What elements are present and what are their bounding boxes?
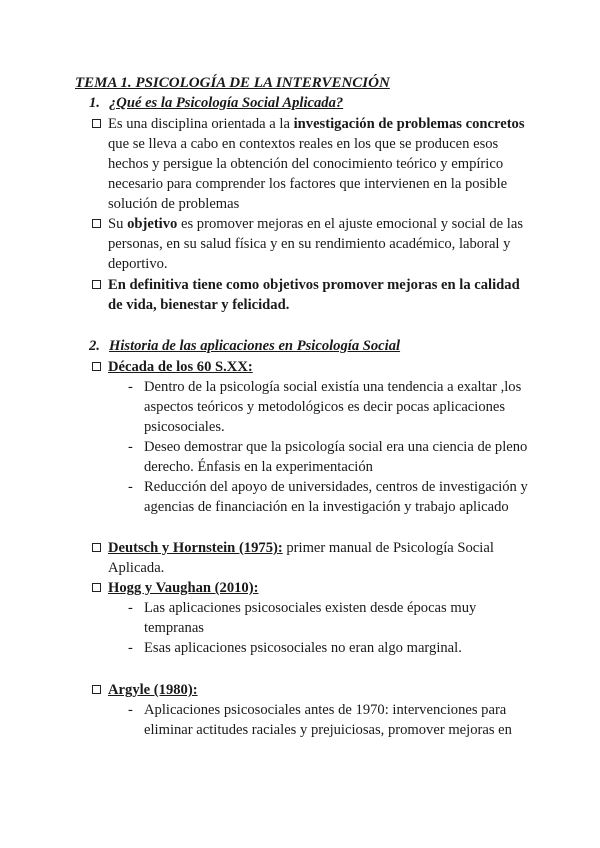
dash-icon: -	[128, 600, 133, 616]
section-1-item-3: En definitiva tiene como objetivos promover mejoras en la calidad de vida, bienestar y felicidad.	[92, 275, 532, 315]
dash-icon: -	[128, 702, 133, 718]
argyle-entry: Argyle (1980):	[92, 680, 532, 700]
dash-icon: -	[128, 479, 133, 495]
section-1-item-1: Es una disciplina orientada a la investigación de problemas concretos que se lleva a cabo en contextos reales en los que se producen esos hechos y persigue la obtención del conocimiento teórico y empírico necesario para comprender los factores que intervienen en la posible solución de problemas	[92, 114, 532, 214]
hogg-bullet-1: - Las aplicaciones psicosociales existen desde épocas muy tempranas	[128, 600, 477, 636]
decada-entry: Década de los 60 S.XX:	[92, 357, 532, 377]
checkbox-icon	[92, 119, 101, 128]
hogg-bullet-2: - Esas aplicaciones psicosociales no eran algo marginal.	[128, 640, 462, 656]
checkbox-icon	[92, 362, 101, 371]
section-1-heading: 1. ¿Qué es la Psicología Social Aplicada?	[89, 95, 344, 111]
document-title: TEMA 1. PSICOLOGÍA DE LA INTERVENCIÓN	[75, 75, 390, 91]
deutsch-entry: Deutsch y Hornstein (1975): primer manual de Psicología Social Aplicada.	[92, 538, 532, 578]
dash-icon: -	[128, 640, 133, 656]
checkbox-icon	[92, 219, 101, 228]
decada-bullet-1: - Dentro de la psicología social existía una tendencia a exaltar ,los aspectos teóricos y metodológicos es decir pocas aplicaciones psicosociales.	[128, 379, 522, 435]
decada-bullet-3: - Reducción del apoyo de universidades, centros de investigación y agencias de financiación en la investigación y trabajo aplicado	[128, 479, 528, 515]
checkbox-icon	[92, 543, 101, 552]
checkbox-icon	[92, 685, 101, 694]
dash-icon: -	[128, 439, 133, 455]
dash-icon: -	[128, 379, 133, 395]
checkbox-icon	[92, 280, 101, 289]
decada-bullet-2: - Deseo demostrar que la psicología social era una ciencia de pleno derecho. Énfasis en la experimentación	[128, 439, 528, 475]
section-2-heading: 2. Historia de las aplicaciones en Psicología Social	[89, 338, 401, 354]
hogg-entry: Hogg y Vaughan (2010):	[92, 578, 532, 598]
checkbox-icon	[92, 583, 101, 592]
section-1-item-2: Su objetivo es promover mejoras en el ajuste emocional y social de las personas, en su salud física y en su rendimiento académico, laboral y deportivo.	[92, 214, 532, 274]
argyle-bullet-1: - Aplicaciones psicosociales antes de 1970: intervenciones para eliminar actitudes raciales y prejuiciosas, promover mejoras en	[128, 702, 512, 738]
